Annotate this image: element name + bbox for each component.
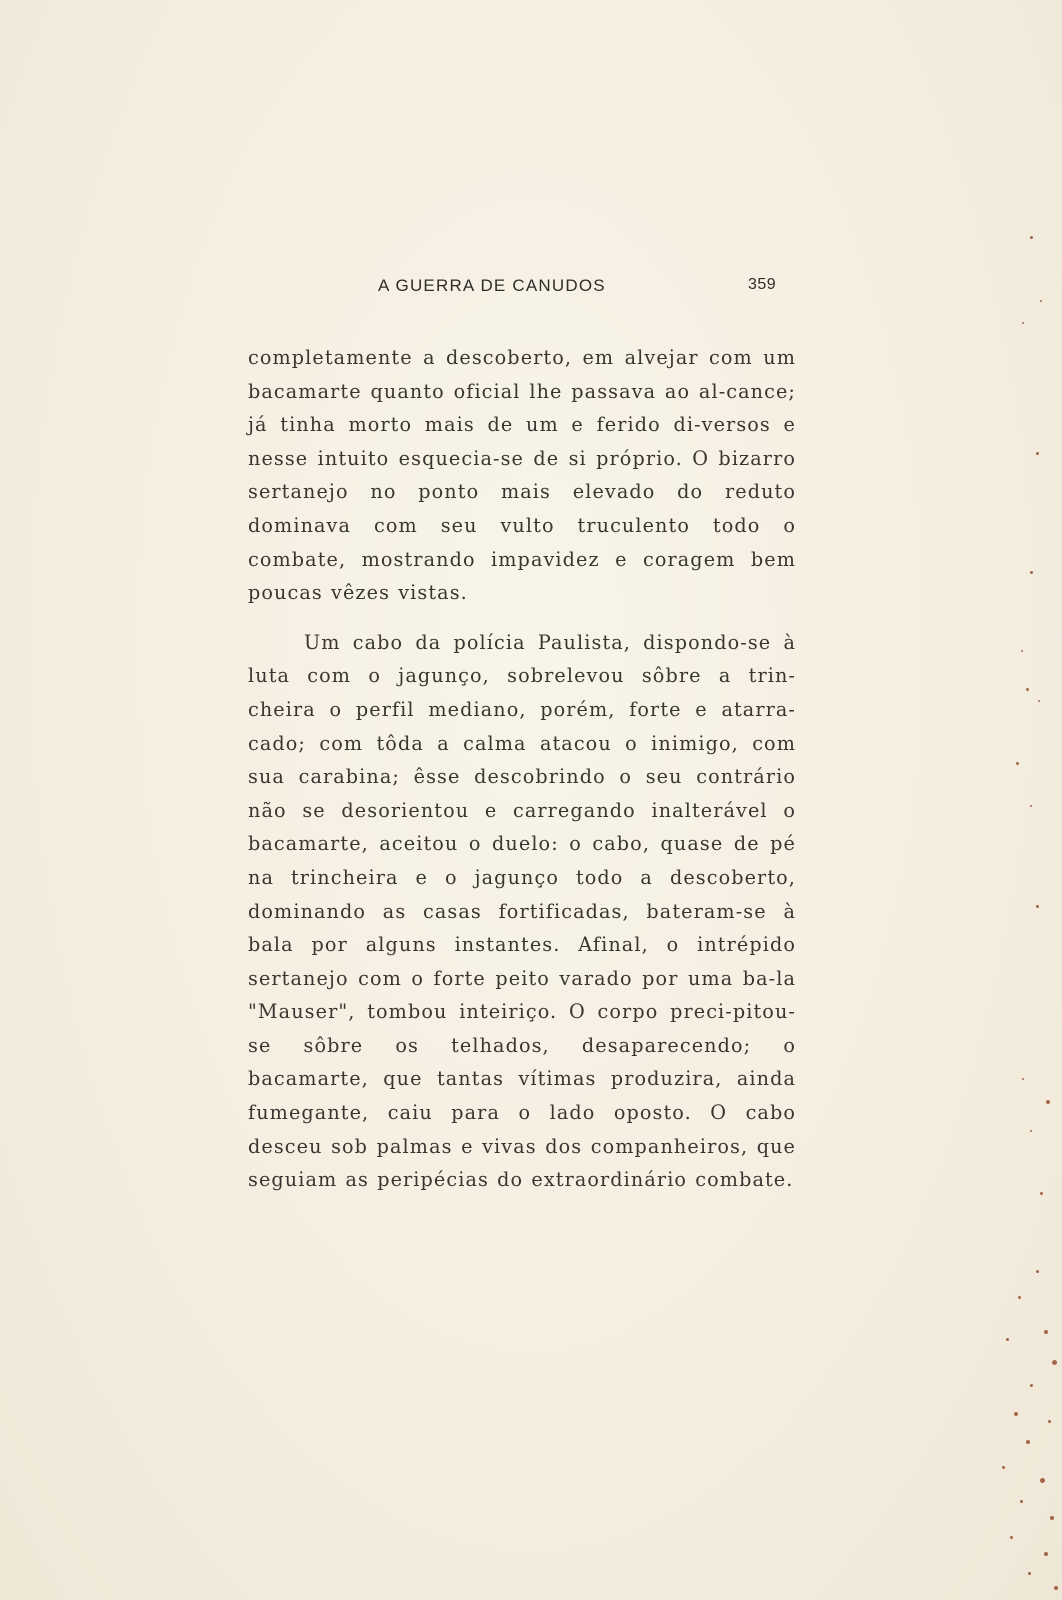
foxing-speck: [1040, 1192, 1043, 1195]
foxing-speck: [1020, 1500, 1023, 1503]
foxing-speck: [1016, 762, 1019, 765]
foxing-speck: [1052, 1360, 1057, 1365]
foxing-speck: [1048, 1420, 1051, 1423]
foxing-speck: [1036, 452, 1039, 455]
foxing-speck: [1022, 322, 1024, 324]
foxing-speck: [1030, 805, 1032, 807]
foxing-speck: [1044, 1552, 1048, 1556]
foxing-speck: [1038, 700, 1040, 702]
foxing-speck: [1036, 1270, 1039, 1273]
foxing-speck: [1030, 1130, 1032, 1132]
foxing-speck: [1022, 1078, 1024, 1080]
foxing-speck: [1054, 1586, 1058, 1590]
paragraph-1: completamente a descoberto, em alvejar com um bacamarte quanto oficial lhe passava ao al-cance; já tinha morto mais de um e ferido di-versos e nesse intuito esquecia-se de si próprio. O bizarro sertanejo no ponto mais elevado do reduto dominava com seu vulto truculento todo o combate, mostrando impavidez e coragem bem poucas vêzes vistas.: [248, 346, 796, 605]
foxing-speck: [1036, 905, 1039, 908]
foxing-speck: [1014, 1412, 1018, 1416]
foxing-speck: [1046, 1100, 1050, 1104]
foxing-speck: [1006, 1338, 1009, 1341]
foxing-speck: [1021, 650, 1023, 652]
foxing-speck: [1002, 1466, 1005, 1469]
foxing-speck: [1030, 571, 1033, 574]
foxing-speck: [1044, 1330, 1048, 1334]
running-title: A GUERRA DE CANUDOS: [378, 276, 606, 295]
page-number: 359: [748, 276, 777, 293]
foxing-speck: [1018, 1296, 1021, 1299]
foxing-speck: [1010, 1536, 1013, 1539]
body-text: [248, 341, 796, 1197]
foxing-speck: [1026, 1440, 1030, 1444]
foxing-speck: [1026, 688, 1029, 691]
foxing-speck: [1030, 1384, 1033, 1387]
foxing-speck: [1040, 300, 1042, 302]
foxing-speck: [1050, 1516, 1054, 1520]
paragraph-2: Um cabo da polícia Paulista, dispondo-se à luta com o jagunço, sobrelevou sôbre a trin-cheira o perfil mediano, porém, forte e atarra-cado; com tôda a calma atacou o inimigo, com sua carabina; êsse descobrindo o seu contrário não se desorientou e carregando inalterável o bacamarte, aceitou o duelo: o cabo, quase de pé na trincheira e o jagunço todo a descoberto, dominando as casas fortificadas, bateram-se à bala por alguns instantes. Afinal, o intrépido sertanejo com o forte peito varado por uma ba-la "Mauser", tombou inteiriço. O corpo preci-pitou-se sôbre os telhados, desaparecendo; o bacamarte, que tantas vítimas produzira, ainda fumegante, caiu para o lado oposto. O cabo desceu sob palmas e vivas dos companheiros, que seguiam as peripécias do extraordinário combate.: [248, 630, 796, 1192]
foxing-speck: [1028, 1572, 1031, 1575]
foxing-speck: [1030, 236, 1033, 239]
running-head: [378, 276, 798, 300]
foxing-speck: [1040, 1478, 1045, 1483]
